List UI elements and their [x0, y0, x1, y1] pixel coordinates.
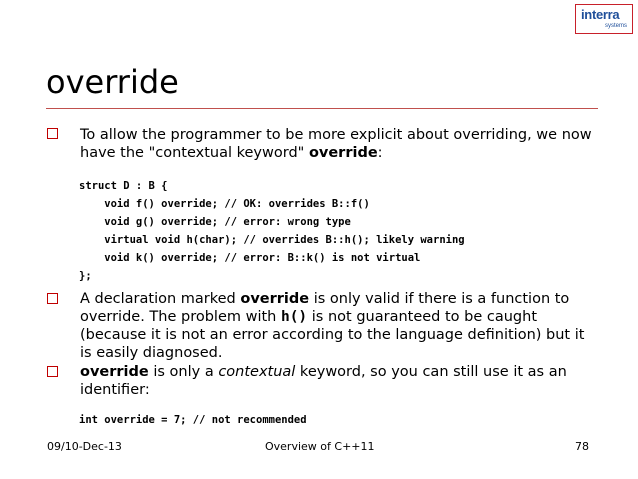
bullet-text-2 [80, 290, 600, 362]
bullet-2-line-4: is easily diagnosed. [80, 345, 223, 361]
code-example-line: int override = 7; // not recommended [79, 414, 307, 426]
slide-title: override [46, 63, 179, 101]
title-underline [46, 108, 598, 109]
bullet-3-line-1: override is only a contextual keyword, so you can still use it as an [80, 364, 567, 380]
bullet-text-3 [80, 363, 600, 399]
code-line: void f() override; // OK: overrides B::f() [79, 198, 370, 210]
bullet-3-line-2: identifier: [80, 382, 150, 398]
bullet-2-line-3: (because it is not an error according to the language definition) but it [80, 327, 585, 343]
code-line: void g() override; // error: wrong type [79, 216, 351, 228]
company-logo [575, 4, 633, 34]
code-line: void k() override; // error: B::k() is not virtual [79, 252, 421, 264]
code-h: h() [280, 309, 308, 325]
keyword-override: override [240, 291, 310, 307]
code-line: virtual void h(char); // overrides B::h(); likely warning [79, 234, 465, 246]
bullet-1-line-2: have the "contextual keyword" override: [80, 145, 383, 161]
footer-date: 09/10-Dec-13 [47, 440, 122, 453]
bullet-square-icon [47, 293, 58, 304]
bullet-2-line-2: override. The problem with h() is not guaranteed to be caught [80, 309, 538, 325]
logo-subtext: systems [604, 23, 627, 29]
bullet-square-icon [47, 366, 58, 377]
logo-text: interra [581, 7, 620, 22]
footer-title: Overview of C++11 [265, 440, 375, 453]
keyword-override: override [80, 364, 149, 380]
code-line: struct D : B { [79, 180, 168, 192]
footer-page-number: 78 [575, 440, 589, 453]
bullet-1-line-1: To allow the programmer to be more explicit about overriding, we now [80, 127, 592, 143]
bullet-text-1 [80, 126, 600, 162]
keyword-override: override [308, 145, 378, 161]
bullet-2-line-1: A declaration marked override is only valid if there is a function to [80, 291, 570, 307]
bullet-square-icon [47, 128, 58, 139]
emphasis-contextual: contextual [218, 364, 296, 380]
code-line: }; [79, 270, 92, 282]
